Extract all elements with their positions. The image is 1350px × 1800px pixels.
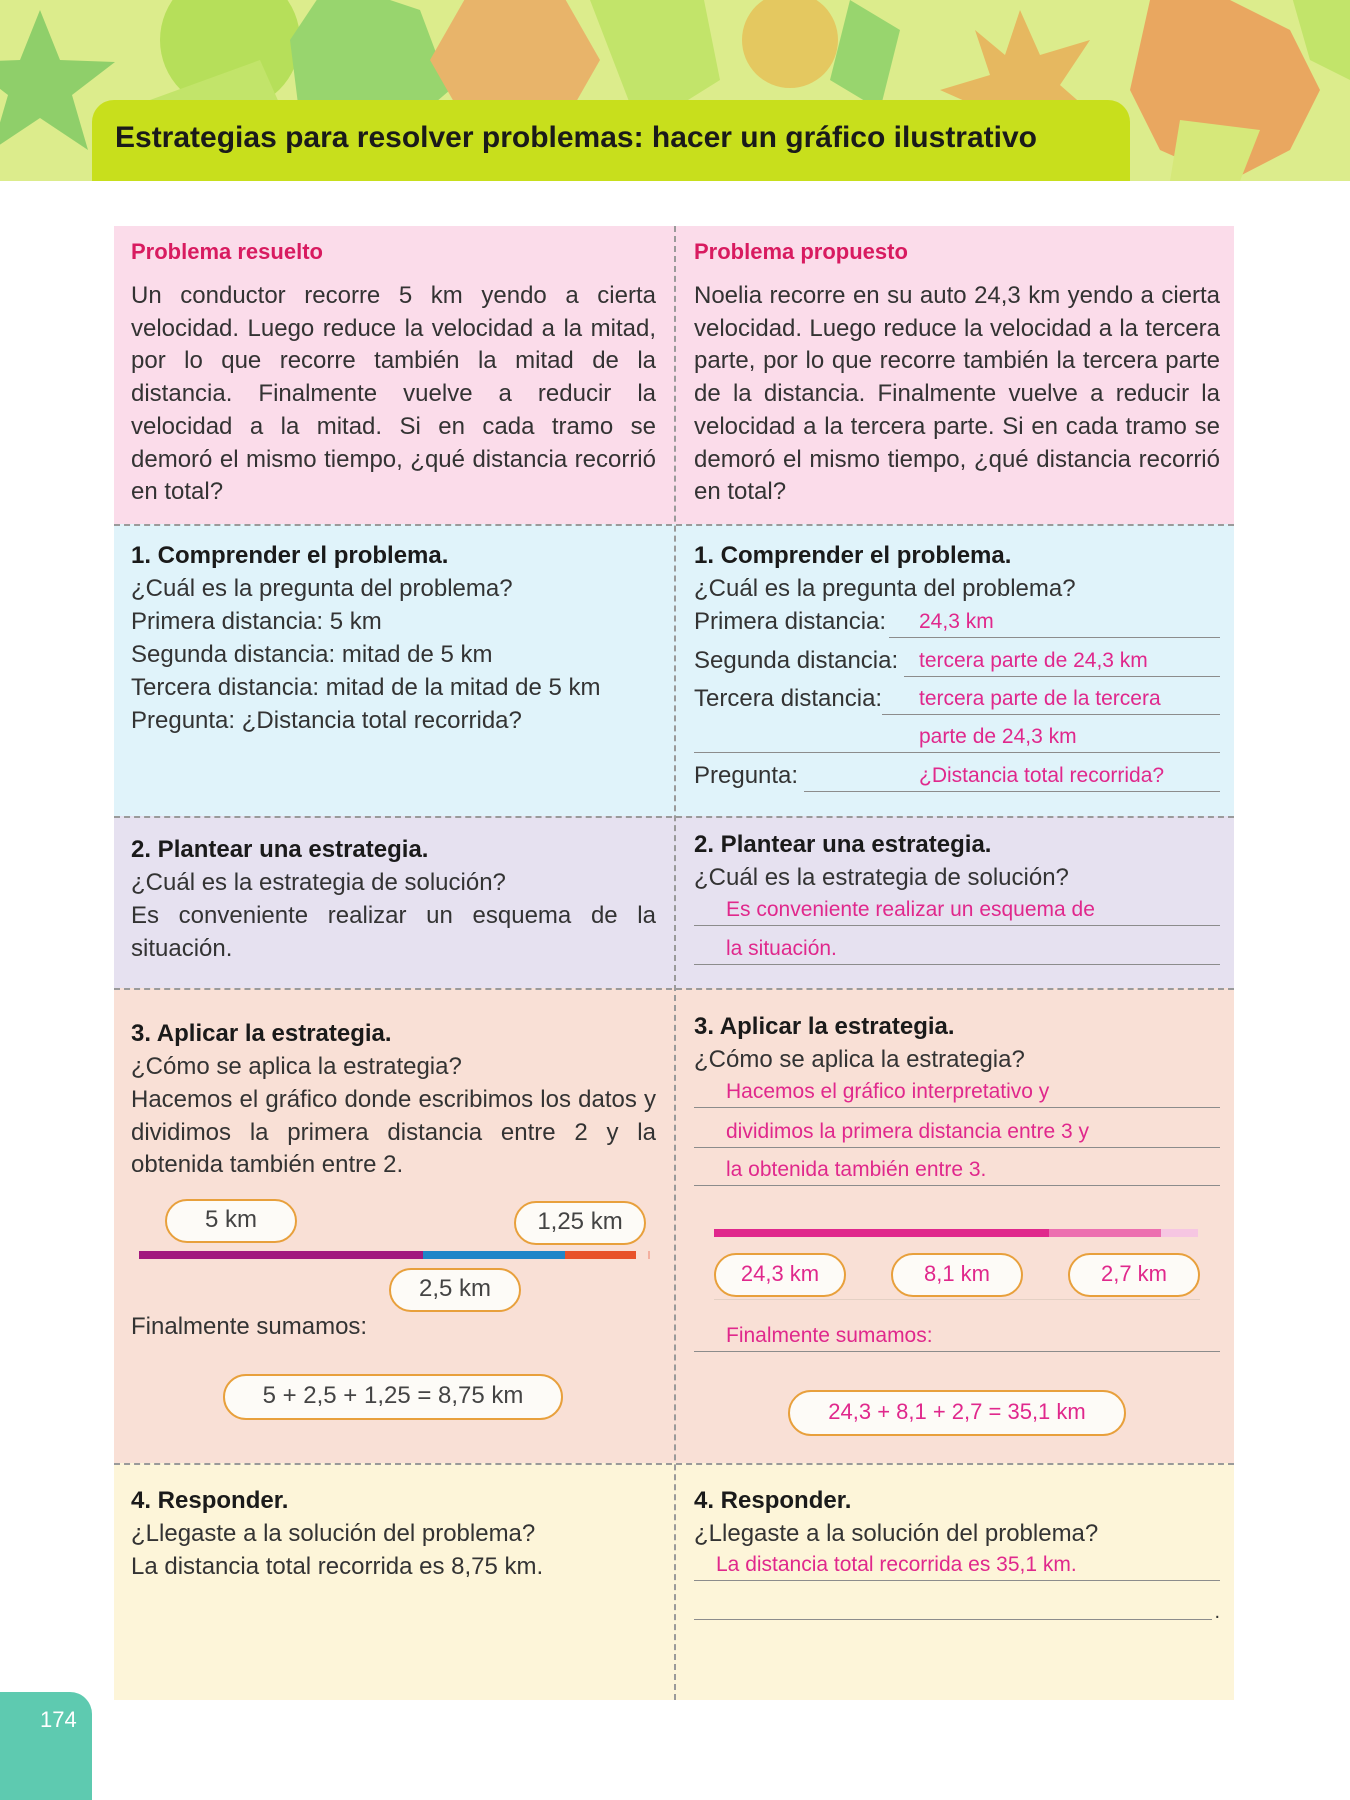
- apply-line: [694, 1150, 1220, 1186]
- proposed-heading: Problema propuesto: [694, 239, 908, 264]
- distance-pill: 2,7 km: [1068, 1253, 1200, 1297]
- distance-pill: 5 km: [165, 1199, 297, 1243]
- proposed-step4-question: ¿Llegaste a la solución del problema?: [694, 1520, 1099, 1547]
- first-distance-label: Primera distancia:: [694, 608, 887, 635]
- sum-pill: 24,3 + 8,1 + 2,7 = 35,1 km: [788, 1390, 1126, 1436]
- strategy-answer: Es conveniente realizar un esquema de: [726, 898, 1095, 921]
- end-period: .: [1214, 1601, 1220, 1623]
- proposed-step3-question: ¿Cómo se aplica la estrategia?: [694, 1046, 1025, 1073]
- column-divider: [674, 226, 676, 1700]
- solved-step2-question: ¿Cuál es la estrategia de solución?: [131, 869, 506, 896]
- solved-step1-line: Segunda distancia: mitad de 5 km: [131, 641, 493, 668]
- second-distance-answer: tercera parte de 24,3 km: [919, 649, 1148, 672]
- second-distance-label: Segunda distancia:: [694, 647, 899, 674]
- third-distance-label: Tercera distancia:: [694, 685, 883, 712]
- solved-step4-title: 4. Responder.: [131, 1487, 289, 1514]
- response-line: [694, 1584, 1220, 1623]
- apply-answer: dividimos la primera distancia entre 3 y: [726, 1120, 1089, 1143]
- proposed-step4-answer: La distancia total recorrida es 35,1 km.: [716, 1553, 1077, 1576]
- solved-step2-answer: Es conveniente realizar un esquema de la situación.: [131, 902, 656, 962]
- section-divider: [114, 988, 1234, 990]
- page-title: Estrategias para resolver problemas: hacer un gráfico ilustrativo: [115, 121, 1038, 154]
- solved-step1-line: Pregunta: ¿Distancia total recorrida?: [131, 707, 522, 734]
- section-divider: [114, 816, 1234, 818]
- solved-step4-answer: La distancia total recorrida es 8,75 km.: [131, 1553, 544, 1580]
- answer-line-third: [694, 679, 1220, 715]
- solved-step1-line: Tercera distancia: mitad de la mitad de 5 km: [131, 674, 601, 701]
- proposed-step1-title: 1. Comprender el problema.: [694, 542, 1012, 569]
- sum-pill: 5 + 2,5 + 1,25 = 8,75 km: [223, 1374, 563, 1420]
- bar-segment: [1049, 1229, 1161, 1237]
- pill-baseline: [714, 1299, 1200, 1300]
- answer-line-second: [694, 641, 1220, 677]
- bar-end-tick: [648, 1251, 650, 1259]
- solved-step2-title: 2. Plantear una estrategia.: [131, 836, 429, 863]
- proposed-step3-title: 3. Aplicar la estrategia.: [694, 1013, 955, 1040]
- solved-distance-bar: [139, 1251, 636, 1259]
- section-divider: [114, 524, 1234, 526]
- bar-segment: [423, 1251, 565, 1259]
- distance-pill: 8,1 km: [891, 1253, 1023, 1297]
- question-label: Pregunta:: [694, 762, 799, 789]
- apply-line: [694, 1072, 1220, 1108]
- solved-sum-label: Finalmente sumamos:: [131, 1313, 368, 1340]
- proposed-step2-title: 2. Plantear una estrategia.: [694, 831, 992, 858]
- apply-answer: Hacemos el gráfico interpretativo y: [726, 1080, 1050, 1103]
- solved-problem-text: Un conductor recorre 5 km yendo a cierta velocidad. Luego reduce la velocidad a la mitad, por lo que recorre también la mitad de la distancia. Finalmente vuelve a reducir la velocidad a la mitad. Si en cada tramo se demoró el mismo tiempo, ¿qué distancia recorrió en total?: [131, 282, 656, 506]
- apply-answer: la obtenida también entre 3.: [726, 1158, 987, 1181]
- strategy-line: [694, 890, 1220, 926]
- response-line: [694, 1545, 1220, 1581]
- proposed-step4-title: 4. Responder.: [694, 1487, 852, 1514]
- proposed-step2-question: ¿Cuál es la estrategia de solución?: [694, 864, 1069, 891]
- proposed-problem-text: Noelia recorre en su auto 24,3 km yendo a cierta velocidad. Luego reduce la velocidad a la tercera parte, por lo que recorre también la tercera parte de la distancia. Finalmente vuelve a reducir la velocidad a la tercera parte. Si en cada tramo se demoró el mismo tiempo, ¿qué distancia recorrió en total?: [694, 282, 1220, 506]
- bar-segment: [714, 1229, 1049, 1237]
- proposed-distance-bar: [714, 1229, 1198, 1237]
- section-divider: [114, 1463, 1234, 1465]
- sum-line: [694, 1316, 1220, 1352]
- solved-step1-title: 1. Comprender el problema.: [131, 542, 449, 569]
- third-distance-answer-cont: parte de 24,3 km: [919, 725, 1077, 748]
- distance-pill: 2,5 km: [389, 1268, 521, 1312]
- solved-step3-answer: Hacemos el gráfico donde escribimos los datos y dividimos la primera distancia entre 2 y la obtenida también entre 2.: [131, 1086, 656, 1179]
- strategy-answer: la situación.: [726, 937, 837, 960]
- solved-step3-title: 3. Aplicar la estrategia.: [131, 1020, 392, 1047]
- bar-segment: [139, 1251, 423, 1259]
- distance-pill: 1,25 km: [514, 1201, 646, 1245]
- solved-step4-question: ¿Llegaste a la solución del problema?: [131, 1520, 536, 1547]
- question-answer: ¿Distancia total recorrida?: [919, 764, 1165, 787]
- solved-step1-question: ¿Cuál es la pregunta del problema?: [131, 575, 513, 602]
- solved-step1-line: Primera distancia: 5 km: [131, 608, 382, 635]
- answer-line-question: [694, 756, 1220, 792]
- proposed-step1-question: ¿Cuál es la pregunta del problema?: [694, 575, 1076, 602]
- answer-line-third-cont: [694, 717, 1220, 753]
- first-distance-answer: 24,3 km: [919, 610, 994, 633]
- bar-segment: [565, 1251, 636, 1259]
- strategy-line: [694, 929, 1220, 965]
- proposed-sum-label: Finalmente sumamos:: [726, 1324, 933, 1347]
- third-distance-answer: tercera parte de la tercera: [919, 687, 1161, 710]
- page-number: 174: [40, 1707, 77, 1732]
- solved-heading: Problema resuelto: [131, 239, 323, 264]
- distance-pill: 24,3 km: [714, 1253, 846, 1297]
- solved-step3-question: ¿Cómo se aplica la estrategia?: [131, 1053, 462, 1080]
- bar-segment: [1161, 1229, 1198, 1237]
- apply-line: [694, 1112, 1220, 1148]
- answer-line-first: [694, 602, 1220, 638]
